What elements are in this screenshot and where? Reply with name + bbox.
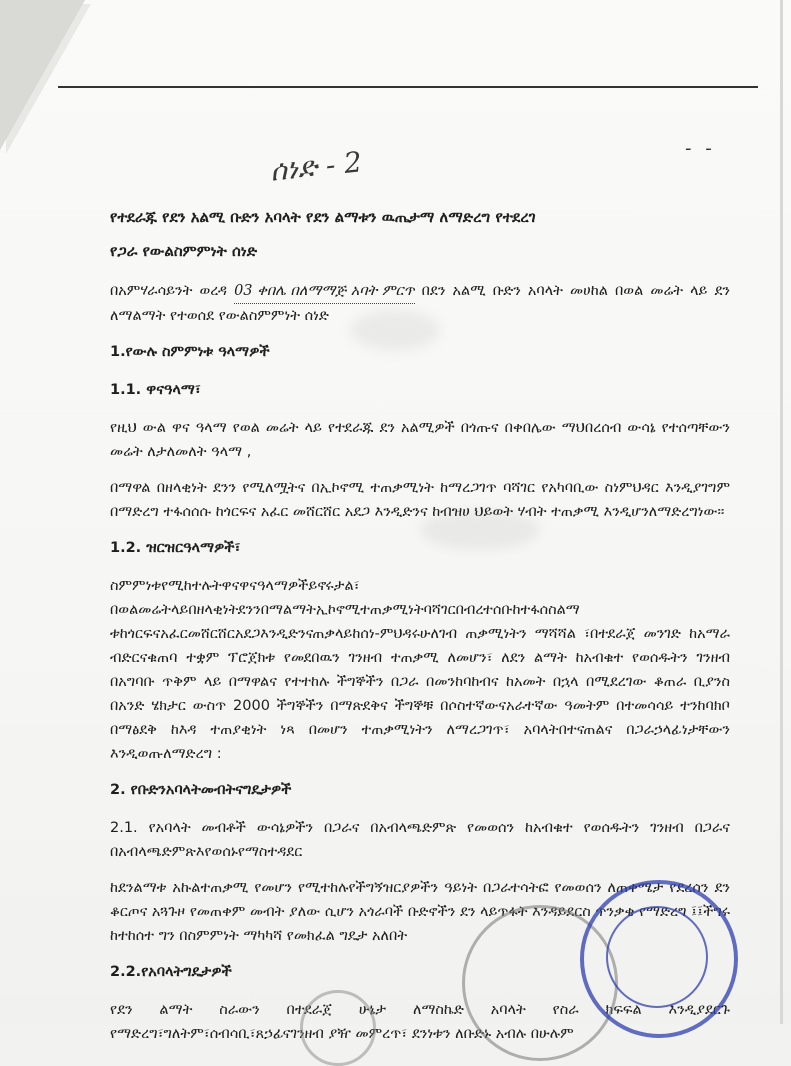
paragraph-1-1-a: የዚህ ውል ዋና ዓላማ የወል መሬት ላይ የተደራጁ ደን አልሚዎች በጎጡና በቀበሌው ማህበረሰብ ውሳኔ የተሰጣቸውን መሬት ለታለመለት ዓላማ , <box>110 420 730 460</box>
section-heading-1-1: 1.1. ዋናዓላማ፣ <box>110 382 201 398</box>
intro-paragraph <box>110 279 730 328</box>
paragraph-1-2: ስምምነቱየሚከተሉትዋናዋናዓላማዎችይኖሩታል፣ በወልመሬትላይበዘላቂነትደንንበማልማትኢኮኖሚተጠቃሚነትባሻገርበብረተሰቡከተፋሰስልማ ቱከጎርፍናአፈርመሸርሸርአደጋእንዲድንናጠቃላይከሰነ-ምህዳሩሁለገብ ጠቃሚነትን ማሻሻል ፣በተደራጀ መንገድ ከአማራ ብድርናቁጠባ ተቋም ፕሮጀክቱ የመደበዉን ገንዘብ ተጠቃሚ ለመሆን፣ ለደን ልማት ከአብቁተ የወሰዱትን ገንዘብ በአግባቡ ጥቅም ላይ በማዋልና የተተከሉ ችግኞችን በጋራ በመንከባከብና ከአመት በኋላ በሚደረገው ቆጠራ ቢያንስ በአንድ ሄክታር ውስጥ 2000 ችግኞችን በማጽደቅና ችግኞቹ በሶስተኛውናአራተኛው ዓመትም በተመሳሳይ ተንከባክቦ በማፅደቅ ከእዳ ተጠያቂነት ነጻ በመሆን ተጠቃሚነትን ለማረጋገጥ፣ አባላትበተናጠልና በጋራኃላፊነታቸውን እንዲወጡለማድረግ : <box>110 578 730 762</box>
section-heading-2-2: 2.2.የአባላትግዴታዎች <box>110 964 232 980</box>
intro-fill-in: 03 ቀበሌ በለማማጅ አባት ምርጥ <box>234 279 414 304</box>
paragraph-2-1-body: ከደንልማቱ አኩልተጠቃሚ የመሆን የሚተከሉየችግኝዝርያዎችን ዓይነት በጋራተሳትፎ የመወሰን ለጠቀሜታ የደረሰን ደን ቆርጦና አጓጉዞ የመጠቀም መብት ያለው ሲሆን አጎራባች ቡድኖችን ደን ላይጥፋት እንዳይደርስ ጥንቃቄ የማድረግ ፤፤ችግሩ ከተከሰተ ግን በስምምነት ማካካሻ የመክፈል ግዴታ አለበት <box>110 880 730 944</box>
top-rule <box>58 86 758 88</box>
page-edge <box>780 0 783 1024</box>
gray-round-stamp-small <box>300 990 376 1066</box>
section-heading-1: 1.የውሉ ስምምነቱ ዓላማዎች <box>110 344 270 360</box>
paragraph-2-1-heading: 2.1. የአባላት መብቶች ውሳኔዎችን በጋራና በአብላጫድምጽ የመወሰን ከአብቁተ የወሰዱትን ገንዘብ በጋራና በአብላጫድምጽእየወሰኑየማስተዳደር <box>110 820 730 860</box>
paragraph-2-2: የደን ልማት ስራውን በተደራጀ ሁኔታ ለማስኬድ አባላት የስራ ክፍፍል እንዲያደርጉ የማድረግ፣ግለትም፣ሰብሳቢ፣ጸኃፊናገንዘብ ያዥ መምረጥ፣ ደንነቱን ለቡድኑ አብሉ በሁሉም <box>110 1002 730 1042</box>
intro-suffix: በደን አልሚ ቡድን አባላት መሀከል በወል መሬት ላይ ደን ለማልማት የተወሰደ የውልስምምነት ሰነድ <box>110 283 730 324</box>
intro-prefix: በአምሃራሳይንት ወረዳ <box>110 283 227 299</box>
paragraph-1-1-b: በማዋል በዘላቂነት ደንን የሚለሟትና በኢኮኖሚ ተጠቃሚነት ከማረጋገጥ ባሻገር የአካባቢው ስነምህዳር እንዲያገግም በማድረግ ተፋሰሰሱ ከጎርፍና አፈር መሸርሸር አደጋ እንዲድንና ከብዝሀ ህይወት ሃብት ተጠቃሚ እንዲሆንለማድረግነው፡፡ <box>110 480 730 520</box>
document-subtitle: የጋራ የውልስምምነት ሰነድ <box>110 242 258 260</box>
section-heading-2: 2. የቡድንአባላትመብትናግዴታዎች <box>110 782 292 798</box>
folded-corner <box>0 0 85 150</box>
document-title: የተደራጁ የደን አልሚ ቡድን አባላት የደን ልማቱን ዉጤታማ ለማድረግ የተደረገ <box>110 208 536 226</box>
section-heading-1-2: 1.2. ዝርዝርዓላማዎች፣ <box>110 540 241 556</box>
corner-marks: - - <box>685 138 716 159</box>
handwritten-page-number: ሰነድ - 2 <box>268 145 364 188</box>
blue-official-stamp <box>580 880 738 1038</box>
stamp-inner-ring <box>606 906 708 1008</box>
